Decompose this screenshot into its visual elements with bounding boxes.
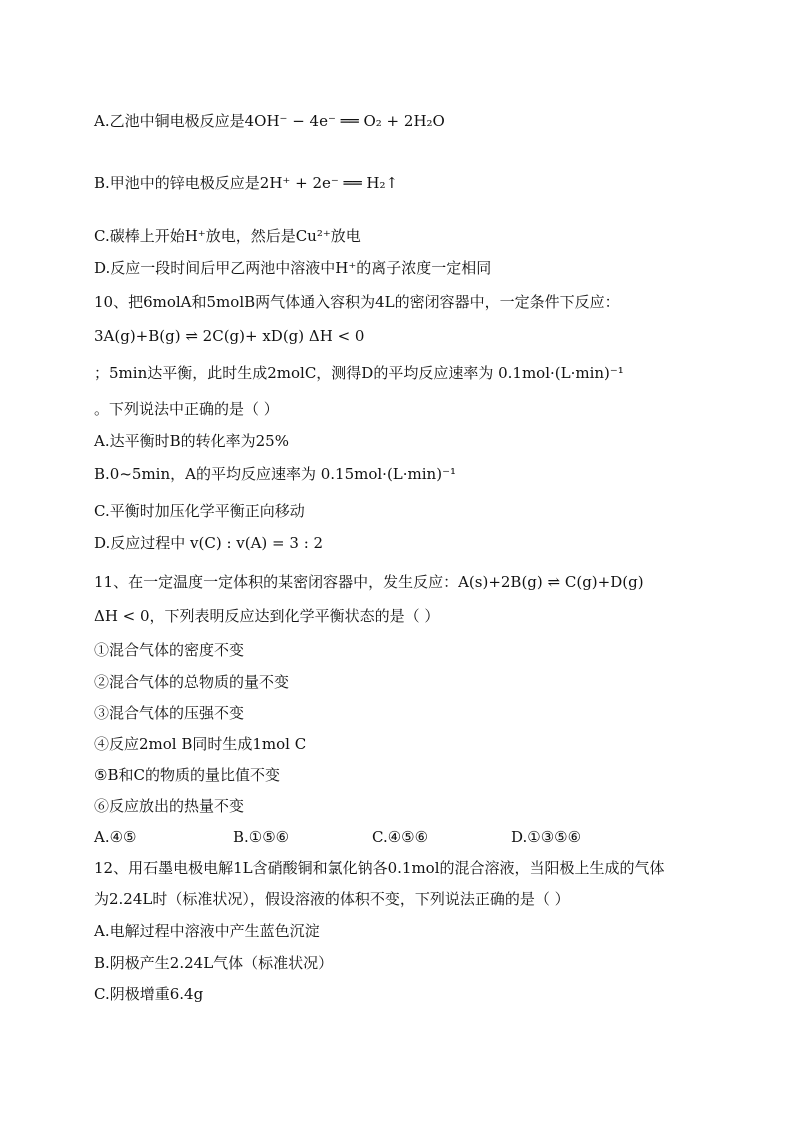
option-9a: A.乙池中铜电极反应是4OH⁻ − 4e⁻ ══ O₂ + 2H₂O (94, 112, 445, 130)
question-10-stem: 10、把6molA和5molB两气体通入容积为4L的密闭容器中，一定条件下反应： (94, 293, 620, 311)
question-10-equation: 3A(g)+B(g) ⇌ 2C(g)+ xD(g) ΔH < 0 (94, 327, 365, 345)
question-11-stem: 11、在一定温度一定体积的某密闭容器中，发生反应：A(s)+2B(g) ⇌ C(g)+D(g) (94, 573, 644, 591)
statement-2: ②混合气体的总物质的量不变 (94, 673, 290, 691)
option-10a: A.达平衡时B的转化率为25% (94, 432, 289, 450)
statement-1: ①混合气体的密度不变 (94, 641, 245, 659)
statement-6: ⑥反应放出的热量不变 (94, 797, 245, 815)
question-12-prompt: 为2.24L时（标准状况），假设溶液的体积不变，下列说法正确的是（ ） (94, 890, 570, 908)
option-11d: D.①③⑤⑥ (511, 828, 582, 846)
question-11-options (94, 827, 694, 847)
question-10-prompt: 。下列说法中正确的是（ ） (94, 400, 279, 418)
question-11-prompt: ΔH < 0，下列表明反应达到化学平衡状态的是（ ） (94, 607, 440, 625)
statement-5: ⑤B和C的物质的量比值不变 (94, 766, 280, 784)
statement-3: ③混合气体的压强不变 (94, 704, 245, 722)
option-11c: C.④⑤⑥ (372, 828, 429, 846)
question-12-stem: 12、用石墨电极电解1L含硝酸铜和氯化钠各0.1mol的混合溶液，当阳极上生成的气体 (94, 859, 665, 877)
option-9d: D.反应一段时间后甲乙两池中溶液中H⁺的离子浓度一定相同 (94, 259, 492, 277)
option-10d: D.反应过程中 v(C) : v(A) = 3 : 2 (94, 534, 324, 552)
option-10b: B.0~5min，A的平均反应速率为 0.15mol·(L·min)⁻¹ (94, 465, 456, 483)
option-11a: A.④⑤ (94, 828, 137, 846)
option-11b: B.①⑤⑥ (233, 828, 290, 846)
option-12b: B.阴极产生2.24L气体（标准状况） (94, 954, 334, 972)
question-10-condition: ；5min达平衡，此时生成2molC，测得D的平均反应速率为 0.1mol·(L·min)⁻¹ (94, 364, 624, 382)
option-9c: C.碳棒上开始H⁺放电，然后是Cu²⁺放电 (94, 227, 361, 245)
option-9b: B.甲池中的锌电极反应是2H⁺ + 2e⁻ ══ H₂↑ (94, 174, 399, 192)
statement-4: ④反应2mol B同时生成1mol C (94, 735, 307, 753)
option-10c: C.平衡时加压化学平衡正向移动 (94, 502, 305, 520)
option-12c: C.阴极增重6.4g (94, 985, 204, 1003)
option-12a: A.电解过程中溶液中产生蓝色沉淀 (94, 922, 320, 940)
